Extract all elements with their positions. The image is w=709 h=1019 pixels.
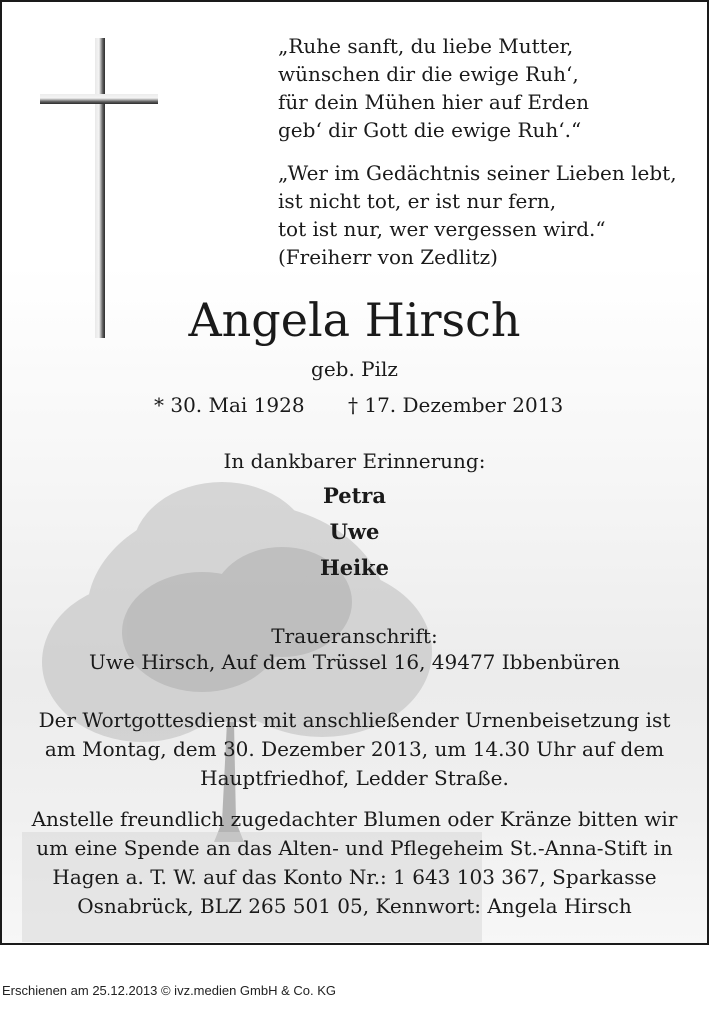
zedlitz-quote: „Wer im Gedächtnis seiner Lieben lebt, ist nicht tot, er ist nur fern, tot ist nur, wer vergessen wird.“ (Freiherr von Zedlitz) <box>278 161 677 269</box>
maiden-name: geb. Pilz <box>311 357 398 381</box>
address-heading: Traueranschrift: <box>271 624 438 648</box>
donation-request-text: Anstelle freundlich zugedachter Blumen oder Kränze bitten wir um eine Spende an das Alten- und Pflegeheim St.-Anna-Stift in Hagen a. T. W. auf das Konto Nr.: 1 643 103 367, Sparkasse Osnabrück, BLZ 265 501 05, Kennwort: Angela Hirsch <box>31 807 678 918</box>
poem-quote: „Ruhe sanft, du liebe Mutter, wünschen dir die ewige Ruh‘, für dein Mühen hier auf Erden geb‘ dir Gott die ewige Ruh‘.“ <box>278 34 590 142</box>
death-date: † 17. Dezember 2013 <box>348 393 564 417</box>
publication-footer: Erschienen am 25.12.2013 © ivz.medien GmbH & Co. KG <box>2 983 337 998</box>
remembrance-heading: In dankbarer Erinnerung: <box>223 449 486 473</box>
mourner-name: Uwe <box>329 519 380 544</box>
deceased-name: Angela Hirsch <box>188 293 521 347</box>
mourning-address: Uwe Hirsch, Auf dem Trüssel 16, 49477 Ibbenbüren <box>89 650 620 674</box>
mourner-name: Heike <box>319 555 390 580</box>
funeral-service-text: Der Wortgottesdienst mit anschließender Urnenbeisetzung ist am Montag, dem 30. Dezember 2013, um 14.30 Uhr auf dem Hauptfriedhof, Ledder Straße. <box>38 708 671 790</box>
birth-date: * 30. Mai 1928 <box>154 393 305 417</box>
mourner-name: Petra <box>323 483 386 508</box>
